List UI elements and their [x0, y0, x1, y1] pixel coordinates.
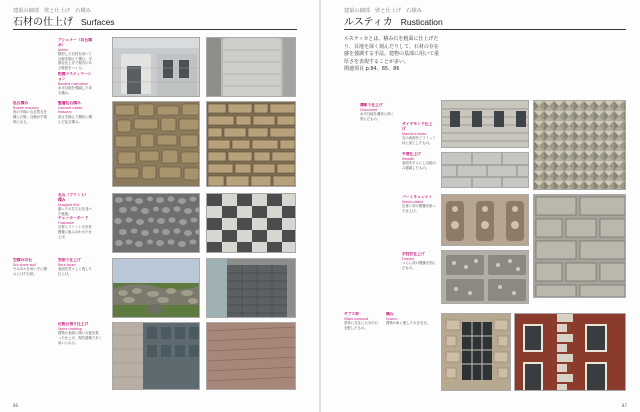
- entry-ashlar: アシュラー（切石積み） Ashlar 整形した石材を用いて目地を揃えて積む。平滑な仕上げで格式のある壁面をつくる。: [58, 38, 92, 70]
- title-ja: ルスティカ: [344, 17, 393, 28]
- photo-frosted-rustication: [441, 250, 529, 304]
- entry-gibbs: ギブス枠 Gibbs surround 窓枠に交互に大小の石を配したもの。: [344, 312, 378, 330]
- page-title: [344, 13, 443, 28]
- entry-smooth: 平滑仕上げ Smooth 表面を平らにし目地のみ強調したもの。: [402, 152, 436, 170]
- photo-vermiculated-frieze: [441, 194, 529, 246]
- title-ja: 石材の仕上げ: [13, 17, 73, 28]
- photo-rotunda: [206, 37, 296, 97]
- photo-gibbs-window: [441, 313, 511, 391]
- entry-flint: 丸石（フリント）積み Knapped flint 割った火打ち石を並べた壁面。: [58, 193, 92, 216]
- entry-channeled: 溝彫り仕上げ Channeled 水平目地を溝状に深く刻んだもの。: [360, 103, 394, 121]
- photo-dry-stone-wall: [112, 258, 200, 318]
- entry-banded: 蛇腹ラスティケーション Banded rustication 水平目地を強調した切石積み。: [58, 72, 92, 95]
- title-rule: [344, 29, 626, 30]
- page-number-left: 86: [13, 403, 19, 408]
- breadcrumb: 建築の細部 壁と仕上げ 石積み: [13, 8, 91, 14]
- entry-vermiculated: バーミキュレイト Vermiculated 虫食い状の模様を彫った仕上げ。: [402, 195, 436, 213]
- page-title: [13, 13, 115, 28]
- title-rule: [13, 29, 297, 30]
- entry-checkerboard: チェッカーボード Flushwork 石材とフリントを市松模様に組み合わせた仕上げ。: [58, 216, 92, 239]
- photo-banded-quoin-wall: [533, 194, 626, 298]
- photo-diamond-faced: [533, 100, 626, 190]
- entry-cladding: 化粧石張り仕上げ Stone cladding 建物の表面に薄い石板を張った仕上げ。現代建築で多く用いられる。: [58, 322, 102, 345]
- photo-channeled-facade: [441, 100, 529, 148]
- entry-coursed-rubble: 整層乱石積み Coursed rubble masonry 高さを揃えて層状に積んだ乱石積み。: [58, 101, 92, 124]
- entry-dry-stone: 空積みの石 Dry stone wall モルタルを用いずに積み上げた石垣。: [13, 258, 47, 276]
- title-en: Rustication: [400, 17, 443, 27]
- entry-rock-faced: 荒削り仕上げ Rock-faced 表面を荒々しく残した仕上げ。: [58, 258, 92, 276]
- photo-rubble-wall: [112, 101, 200, 187]
- intro-text: ルスティカとは、積み石を粗面に仕上げたり、目地を深く刻んだりして、石材の存在感を強調する手法。建物の基部に用いて重厚さを表現することが多い。 関連項目 p.84、85、86: [344, 36, 440, 72]
- entry-quoins: 隅石 Quoins 建物の角に配した大きな石。: [386, 312, 431, 326]
- entry-frosted: 氷柱状仕上げ Frosted つらら状の模様を刻んだもの。: [402, 252, 436, 270]
- photo-quoins-building: [514, 313, 626, 391]
- entry-rubble: 乱石積み Rubble masonry 形の不揃いな自然石を積んだ壁。目地が不規則になる。: [13, 101, 47, 124]
- photo-banded-stone: [206, 322, 296, 390]
- title-en: Surfaces: [81, 17, 115, 27]
- photo-stone-cladding: [112, 322, 200, 390]
- spread-gutter: [319, 0, 321, 412]
- photo-flint-wall: [112, 193, 200, 253]
- photo-smooth-rustication: [441, 152, 529, 188]
- photo-rock-faced-wall: [206, 258, 296, 318]
- breadcrumb: 建築の細部 壁と仕上げ 石積み: [344, 8, 422, 14]
- entry-diamond: ダイヤモンド仕上げ Diamond-faced 石の表面をピラミッド状に加工したもの。: [402, 122, 436, 145]
- page-number-right: 87: [621, 403, 627, 408]
- photo-ashlar-building: [112, 37, 200, 97]
- photo-checkerboard-flushwork: [206, 193, 296, 253]
- photo-coursed-rubble-wall: [206, 101, 296, 187]
